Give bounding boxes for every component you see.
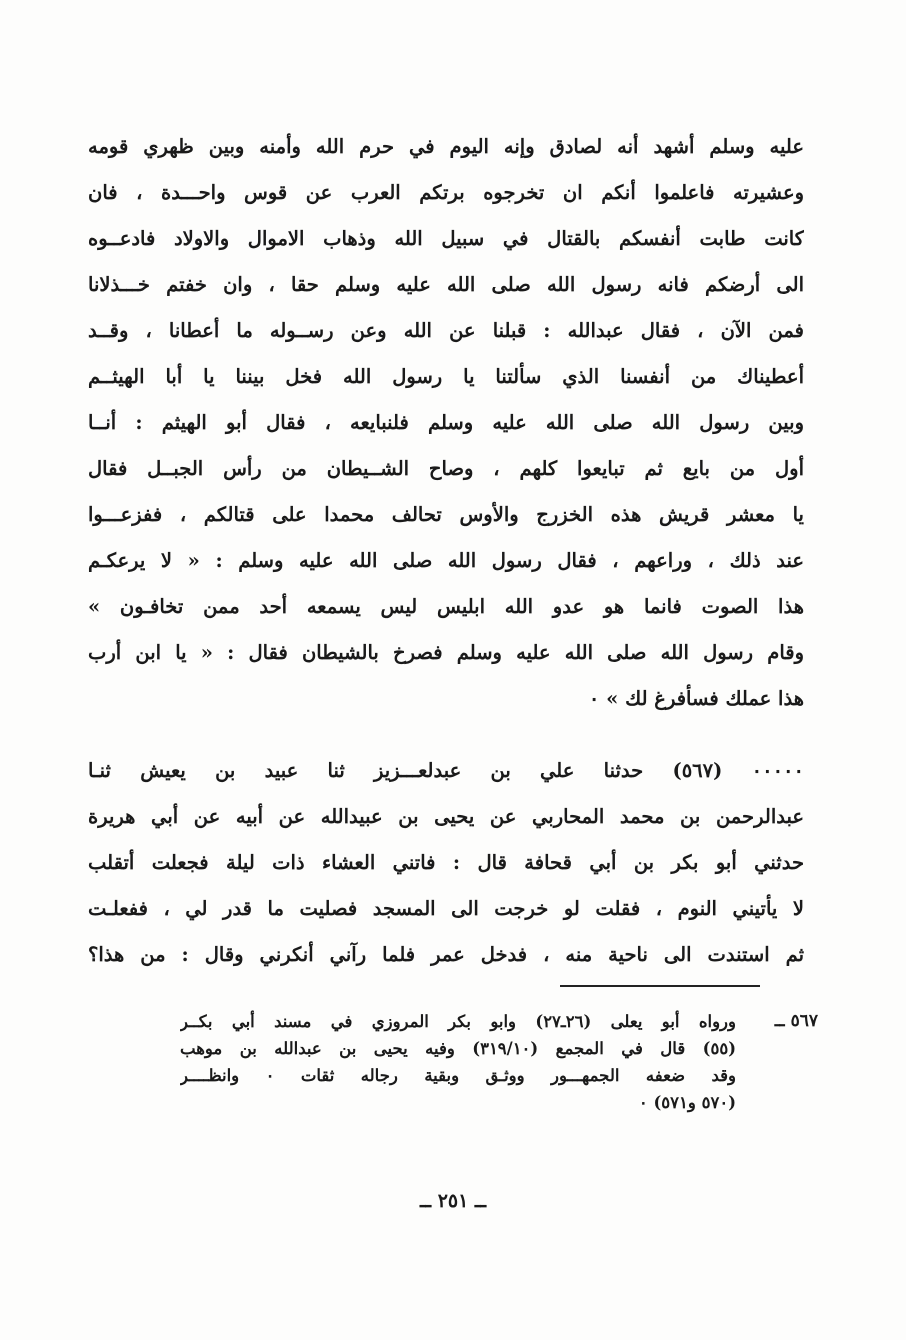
text-line: هذا عملك فسأفرغ لك » ٠ [588,687,804,710]
footnote-line: (٥٧٠ و٥٧١) ٠ [638,1093,736,1112]
text-line: حدثني أبو بكر بن أبي قحافة قال : فاتني العشاء ذات ليلة فجعلت أتقلب [88,851,804,874]
text-line: كانت طابت أنفسكم بالقتال في سبيل الله وذهاب الاموال والاولاد فادعــوه [88,227,804,250]
text-line: فمن الآن ، فقال عبدالله : قبلنا عن الله وعن رســوله ما أعطانا ، وقــد [88,319,804,342]
footnote-line: ورواه أبو يعلى (٢٦ـ٢٧) وابو بكر المروزي في مسند أبي بكــر [180,1012,736,1031]
text-line: هذا الصوت فانما هو عدو الله ابليس ليس يسمعه أحد ممن تخافـون » [88,595,804,618]
footnote-text [180,1008,736,1116]
text-line: عند ذلك ، وراعهم ، فقال رسول الله صلى الله عليه وسلم : « لا يرعكـم [88,549,804,572]
text-line: الى أرضكم فانه رسول الله صلى الله عليه وسلم حقا ، وان خفتم خـــذلانا [88,273,804,296]
footnote-line: (٥٥) قال في المجمع (٣١٩/١٠) وفيه يحيى بن عبدالله بن موهب [180,1039,736,1058]
footnote-line: وقد ضعفه الجمهـــور ووثـق وبقية رجاله ثقات ٠ وانظــــر [180,1066,736,1085]
text-line: عبدالرحمن بن محمد المحاربي عن يحيى بن عبيدالله عن أبيه عن أبي هريرة [88,805,804,828]
main-text-paragraph-1 [88,124,804,722]
text-line: أعطيناك من أنفسنا الذي سألتنا يا رسول الله فخل بيننا يا أبا الهيثــم [88,365,804,388]
text-line: وقام رسول الله صلى الله عليه وسلم فصرخ بالشيطان فقال : « يا ابن أرب [88,641,804,664]
text-line: ثم استندت الى ناحية منه ، فدخل عمر فلما رآني أنكرني وقال : من هذا؟ [88,943,804,966]
text-line: لا يأتيني النوم ، فقلت لو خرجت الى المسجد فصليت ما قدر لي ، ففعلـت [88,897,804,920]
text-line: أول من بايع ثم تبايعوا كلهم ، وصاح الشــيطان من رأس الجبــل فقال [88,457,804,480]
text-line: عليه وسلم أشهد أنه لصادق وإنه اليوم في حرم الله وأمنه وبين ظهري قومه [88,135,804,158]
footnote-divider [560,985,760,987]
text-line: يا معشر قريش هذه الخزرج والأوس تحالف محمدا على قتالكم ، ففزعـــوا [88,503,804,526]
text-line: ٠٠٠٠٠ (٥٦٧) حدثنا علي بن عبدلعـــزيز ثنا عبيد بن يعيش ثنـا [88,759,804,782]
footnote-number: ٥٦٧ ــ [774,1011,818,1031]
text-line: وبين رسول الله صلى الله عليه وسلم فلنبايعه ، فقال أبو الهيثم : أنــا [88,411,804,434]
text-line: وعشيرته فاعلموا أنكم ان تخرجوه برتكم العرب عن قوس واحـــدة ، فان [88,181,804,204]
main-text-paragraph-2 [88,748,804,978]
page-number: ــ ٢٥١ ــ [419,1190,487,1212]
